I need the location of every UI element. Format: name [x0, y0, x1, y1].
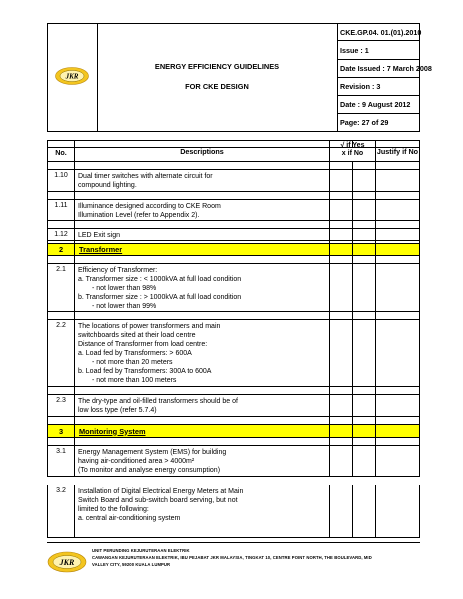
table-row [47, 192, 420, 200]
item-number: 3.2 [48, 485, 75, 537]
table-row [47, 264, 420, 312]
col-desc-header: Descriptions [75, 141, 330, 161]
section-number: 2 [48, 244, 75, 255]
footer-address: UNIT PERUNDING KEJURUTERAAN ELEKTRIK CAWANGAN KEJURUTERAAN ELEKTRIK, IBU PEJABAT JKR MALAYSIA, TINGKAT 10, CENTRE POINT NORTH, THE BOULEVARD, MID VALLEY CITY, 59200 KUALA LUMPUR [92, 548, 372, 567]
col-yes-line2: x if No [341, 150, 364, 157]
table-row [47, 229, 420, 241]
table-row [47, 170, 420, 192]
item-description: The dry-type and oil-filled transformers should be of low loss type (refer 5.7.4) [75, 395, 330, 416]
table-row [47, 256, 420, 264]
section-title: Monitoring System [75, 425, 330, 437]
table-row [47, 200, 420, 221]
table-row [47, 438, 420, 446]
item-number: 3.1 [48, 446, 75, 476]
table-row [47, 162, 420, 170]
col-justify-header: Justify if No [376, 146, 419, 156]
date-issued: Date Issued : 7 March 2008 [337, 60, 419, 78]
table-row [47, 320, 420, 387]
document-meta [337, 24, 432, 131]
document-title-line1: ENERGY EFFICIENCY GUIDELINES [154, 62, 280, 71]
item-description: Illuminance designed according to CKE Room Illumination Level (refer to Appendix 2). [75, 200, 330, 220]
item-number: 2.2 [48, 320, 75, 386]
issue: Issue : 1 [337, 41, 419, 60]
title-cell [97, 24, 338, 131]
table-row [47, 417, 420, 425]
item-number: 1.10 [48, 170, 75, 191]
item-description: Energy Management System (EMS) for building having air-conditioned area > 4000m² (To monitor and analyse energy consumption) [75, 446, 330, 476]
page-number: Page: 27 of 29 [340, 118, 389, 127]
item-description: LED Exit sign [75, 229, 330, 240]
col-no-header: No. [48, 141, 75, 161]
table-row [47, 446, 420, 477]
document-header [47, 23, 432, 132]
item-number: 2.1 [48, 264, 75, 311]
table-row [47, 485, 420, 538]
section-title: Transformer [75, 244, 330, 255]
table-row [47, 387, 420, 395]
jkr-logo-icon [55, 67, 89, 85]
date: Date : 9 August 2012 [337, 96, 419, 114]
table-row [47, 395, 420, 417]
section-row [47, 244, 420, 256]
item-number: 1.11 [48, 200, 75, 220]
item-number: 1.12 [48, 229, 75, 240]
item-description: The locations of power transformers and main switchboards sited at their load centre Distance of Transformer from load centre: a. Load fed by Transformers: > 600A - not more than 20 meters b. Load fed by Transformers: 300A to 600A - not more than 100 meters [75, 320, 330, 386]
item-description: Efficiency of Transformer: a. Transformer size : < 1000kVA at full load condition - not lower than 98% b. Transformer size : > 1000kVA at full load condition - not lower than 99% [75, 264, 330, 311]
table-row [47, 221, 420, 229]
document-title-line2: FOR CKE DESIGN [185, 82, 249, 91]
item-number: 2.3 [48, 395, 75, 416]
footer-divider [47, 542, 420, 543]
footer-jkr-logo-icon [47, 551, 87, 573]
logo-cell [48, 24, 98, 131]
item-description: Dual timer switches with alternate circuit for compound lighting. [75, 170, 330, 191]
item-description: Installation of Digital Electrical Energy Meters at Main Switch Board and sub-switch board serving, but not limited to the following: a. central air-conditioning system [75, 485, 330, 537]
col-yes-line1: √ if Yes [340, 142, 365, 149]
revision: Revision : 3 [337, 78, 419, 96]
svg-text:JKR: JKR [59, 558, 75, 567]
section-row [47, 425, 420, 438]
table-row [47, 312, 420, 320]
doc-code: CKE.GP.04. 01.(01).2010 [337, 24, 419, 41]
table-row [47, 140, 420, 148]
section-number: 3 [48, 425, 75, 437]
svg-text:JKR: JKR [65, 72, 79, 81]
